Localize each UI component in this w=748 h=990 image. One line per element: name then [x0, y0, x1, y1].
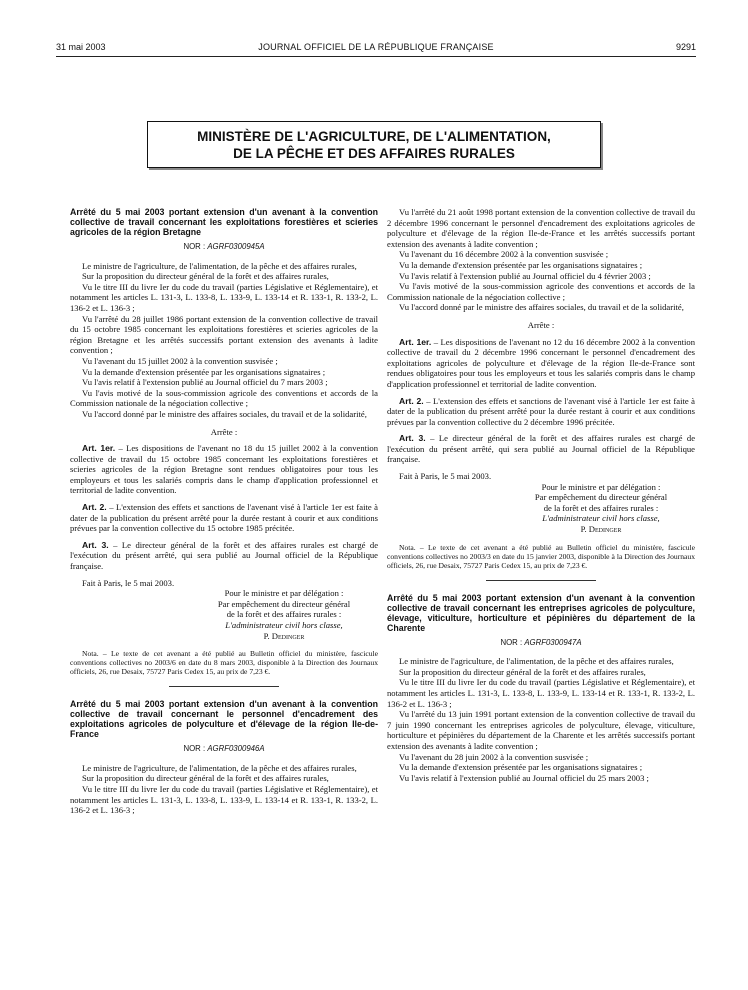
arrete1-article-3: [70, 540, 378, 572]
signature-line: de la forêt et des affaires rurales :: [543, 502, 659, 513]
right-column: [387, 207, 695, 783]
arrete1-title: Arrêté du 5 mai 2003 portant extension d'un avenant à la convention collective de travail concernant les exploitations forestières et scieries agricoles de la région Bretagne: [70, 207, 378, 237]
arrete2-paragraph: Vu l'avenant du 16 décembre 2002 à la convention susvisée ;: [399, 249, 609, 260]
arrete2-paragraph: Sur la proposition du directeur général de la forêt et des affaires rurales,: [82, 773, 329, 784]
arrete3-title: Arrêté du 5 mai 2003 portant extension d'un avenant à la convention collective de travail concernant les entreprises agricoles de polyculture, élevage, viticulture, horticulture et pépinières du département de la Charente: [387, 592, 695, 633]
header-journal-title: JOURNAL OFFICIEL DE LA RÉPUBLIQUE FRANÇAISE: [258, 42, 494, 52]
arrete2-paragraph: Vu le titre III du livre Ier du code du travail (parties Législative et Réglementaire), et notamment les articles L. 131-3, L. 133-8, L. 133-9, L. 133-14 et R. 133-1, R. 133-2, L. 136-2 et L. 136-3 ;: [70, 783, 378, 816]
arrete3-nor-code: AGRF0300947A: [524, 637, 582, 647]
arrete1-arrete-label: Arrête :: [210, 426, 238, 437]
arrete3-nor: [387, 638, 695, 649]
signature-line: L'administrateur civil hors classe,: [225, 620, 343, 630]
arrete2-title: Arrêté du 5 mai 2003 portant extension d'un avenant à la convention collective de travail concernant le personnel d'encadrement des exploitations agricoles de polyculture et d'élevage de la région Ile-de-France: [70, 699, 378, 740]
ministry-line-2: DE LA PÊCHE ET DES AFFAIRES RURALES: [233, 146, 515, 161]
signature-line: Pour le ministre et par délégation :: [541, 481, 661, 492]
arrete3-nor-label: NOR :: [500, 637, 523, 647]
arrete1-fait: Fait à Paris, le 5 mai 2003.: [82, 577, 175, 588]
signature-line: Pour le ministre et par délégation :: [224, 588, 344, 599]
arrete1-paragraph: Vu l'avenant du 15 juillet 2002 à la convention susvisée ;: [82, 355, 278, 366]
arrete2-article-1: [387, 337, 695, 390]
article-text: – Les dispositions de l'avenant no 18 du 15 juillet 2002 à la convention collective de travail du 15 octobre 1985 concernant les exploitations forestières et scieries agricoles de la région Bretagne sont rendues obligatoires pour tous les employeurs et tous les salariés compris dans le champ d'application professionnel et territorial de ladite convention.: [70, 443, 378, 496]
arrete3-paragraph: Sur la proposition du directeur général de la forêt et des affaires rurales,: [399, 666, 646, 677]
article-text: – Le directeur général de la forêt et des affaires rurales est chargé de l'exécution du présent arrêté, qui sera publié au Journal officiel de la République française.: [387, 433, 696, 465]
arrete2-paragraph: Le ministre de l'agriculture, de l'alimentation, de la pêche et des affaires rurales,: [82, 762, 357, 773]
arrete1-paragraph: Le ministre de l'agriculture, de l'alimentation, de la pêche et des affaires rurales,: [82, 260, 357, 271]
arrete3-paragraph: Vu l'avenant du 28 juin 2002 à la convention susvisée ;: [399, 751, 589, 762]
arrete2-nor: [70, 744, 378, 755]
signature-line: Par empêchement du directeur général: [217, 598, 351, 609]
article-text: – Le directeur général de la forêt et des affaires rurales est chargé de l'exécution du présent arrêté, qui sera publié au Journal officiel de la République française.: [70, 539, 379, 572]
arrete2-paragraph: Vu la demande d'extension présentée par les organisations signataires ;: [399, 259, 643, 270]
signature-name: P. Dedinger: [263, 630, 305, 641]
signature-line: L'administrateur civil hors classe,: [542, 513, 660, 524]
arrete3-paragraph: Le ministre de l'agriculture, de l'alimentation, de la pêche et des affaires rurales,: [399, 656, 674, 667]
arrete1-note: Nota. – Le texte de cet avenant a été publié au Bulletin officiel du ministère, fascicule conventions collectives no 2003/6 en date du 8 mars 2003, disponible à la Direction des Journaux officiels, 26, rue Desaix, 75727 Paris Cedex 15, au prix de 7,23 €.: [70, 649, 378, 677]
page-header: [56, 42, 696, 56]
signature-name: P. Dedinger: [580, 524, 622, 535]
arrete1-nor: [70, 242, 378, 253]
header-date: 31 mai 2003: [56, 42, 106, 52]
arrete3-paragraph: Vu la demande d'extension présentée par les organisations signataires ;: [399, 762, 643, 773]
arrete1-paragraph: Vu la demande d'extension présentée par les organisations signataires ;: [82, 366, 326, 377]
arrete2-paragraph: Vu l'accord donné par le ministre des affaires sociales, du travail et de la solidarité,: [399, 302, 684, 313]
arrete1-paragraph: Vu l'arrêté du 28 juillet 1986 portant extension de la convention collective de travail du 15 octobre 1985 concernant les exploitations forestières et scieries agricoles de la région Bretagne et les arrêtés successifs portant extension des avenants à ladite convention ;: [70, 313, 378, 356]
signature-line: de la forêt et des affaires rurales :: [226, 609, 342, 620]
arrete1-paragraph: Vu l'avis motivé de la sous-commission agricole des conventions et accords de la Commission nationale de la négociation collective ;: [70, 387, 378, 409]
arrete2-paragraph: Vu l'avis motivé de la sous-commission agricole des conventions et accords de la Commission nationale de la négociation collective ;: [387, 281, 695, 302]
arrete2-note: Nota. – Le texte de cet avenant a été publié au Bulletin officiel du ministère, fascicule conventions collectives no 2003/3 en date du 15 janvier 2003, disponible à la Direction des Journaux officiels, 26, rue Desaix, 75727 Paris Cedex 15, au prix de 7,23 €.: [387, 542, 695, 570]
arrete3-paragraph: Vu l'arrêté du 13 juin 1991 portant extension de la convention collective de travail du 7 juin 1990 concernant les entreprises agricoles de polyculture, élevage, viticulture, horticulture et pépinières du département de la Charente et les arrêtés successifs portant extension des avenants à ladite convention ;: [387, 709, 695, 751]
arrete1-article-2: [70, 502, 378, 534]
signature-line: Par empêchement du directeur général: [534, 492, 668, 503]
arrete2-nor-code: AGRF0300946A: [207, 744, 265, 754]
header-rule: [56, 56, 696, 57]
article-number: Art. 3.: [399, 433, 426, 444]
arrete1-paragraph: Vu l'avis relatif à l'extension publié au Journal officiel du 7 mars 2003 ;: [82, 377, 328, 388]
arrete3-paragraph: Vu le titre III du livre Ier du code du travail (parties Législative et Réglementaire), et notamment les articles L. 131-3, L. 133-8, L. 133-9, L. 133-14 et R. 133-1, R. 133-2, L. 136-2 et L. 136-3 ;: [387, 677, 695, 709]
article-number: Art. 2.: [82, 502, 107, 513]
left-column: [70, 207, 378, 816]
arrete1-paragraph: Sur la proposition du directeur général de la forêt et des affaires rurales,: [82, 271, 329, 282]
arrete1-nor-code: AGRF0300945A: [207, 242, 265, 251]
arrete2-article-2: [387, 396, 695, 428]
article-text: – L'extension des effets et sanctions de l'avenant visé à l'article 1er est faite à dater de la publication du présent arrêté pour la durée restant à courir et aux conditions prévues par la convention collective du 2 décembre 1996 précitée.: [387, 395, 695, 427]
arrete1-paragraph: Vu le titre III du livre Ier du code du travail (parties Législative et Réglementaire), et notamment les articles L. 131-3, L. 133-8, L. 133-9, L. 133-14 et R. 133-1, R. 133-2, L. 136-2 et L. 136-3 ;: [70, 281, 378, 313]
arrete2-article-3: [387, 433, 695, 465]
arrete2-fait: Fait à Paris, le 5 mai 2003.: [399, 471, 492, 482]
header-page-number: 9291: [675, 42, 696, 52]
article-number: Art. 2.: [399, 395, 424, 406]
section-separator: [169, 686, 279, 687]
arrete2-nor-label: NOR :: [183, 744, 206, 754]
arrete2-paragraph: Vu l'avis relatif à l'extension publié au Journal officiel du 4 février 2003 ;: [399, 270, 651, 281]
ministry-heading-box: [147, 121, 601, 168]
arrete3-paragraph: Vu l'avis relatif à l'extension publié au Journal officiel du 25 mars 2003 ;: [399, 772, 649, 783]
ministry-line-1: MINISTÈRE DE L'AGRICULTURE, DE L'ALIMENTATION,: [197, 129, 551, 144]
arrete1-paragraph: Vu l'accord donné par le ministre des affaires sociales, du travail et de la solidarité,: [82, 408, 367, 419]
arrete2-paragraph: Vu l'arrêté du 21 août 1998 portant extension de la convention collective de travail du 2 décembre 1996 concernant le personnel d'encadrement des exploitations agricoles de polyculture et d'élevage de la région Ile-de-France et les arrêtés successifs portant extension des avenants à ladite convention ;: [387, 207, 695, 249]
arrete1-article-1: [70, 443, 378, 496]
article-number: Art. 1er.: [399, 336, 432, 347]
arrete1-signature: [190, 588, 378, 641]
article-text: – L'extension des effets et sanctions de l'avenant visé à l'article 1er est faite à dater de la publication du présent arrêté pour la durée restant à courir et aux conditions prévues par la convention collective du 15 octobre 1985 précitée.: [70, 502, 378, 534]
arrete1-nor-label: NOR :: [183, 242, 206, 251]
arrete2-signature: [507, 482, 695, 535]
article-number: Art. 3.: [82, 539, 109, 550]
article-text: – Les dispositions de l'avenant no 12 du 16 décembre 2002 à la convention collective de travail du 2 décembre 1996 concernant le personnel d'encadrement des exploitations agricoles de polyculture et d'élevage de la région Ile-de-France sont rendues obligatoires pour tous les employeurs et tous les salariés compris dans le champ d'application professionnel et territorial de ladite convention.: [387, 336, 696, 389]
section-separator: [486, 580, 596, 581]
arrete2-arrete-label: Arrête :: [527, 319, 555, 330]
article-number: Art. 1er.: [82, 443, 116, 454]
